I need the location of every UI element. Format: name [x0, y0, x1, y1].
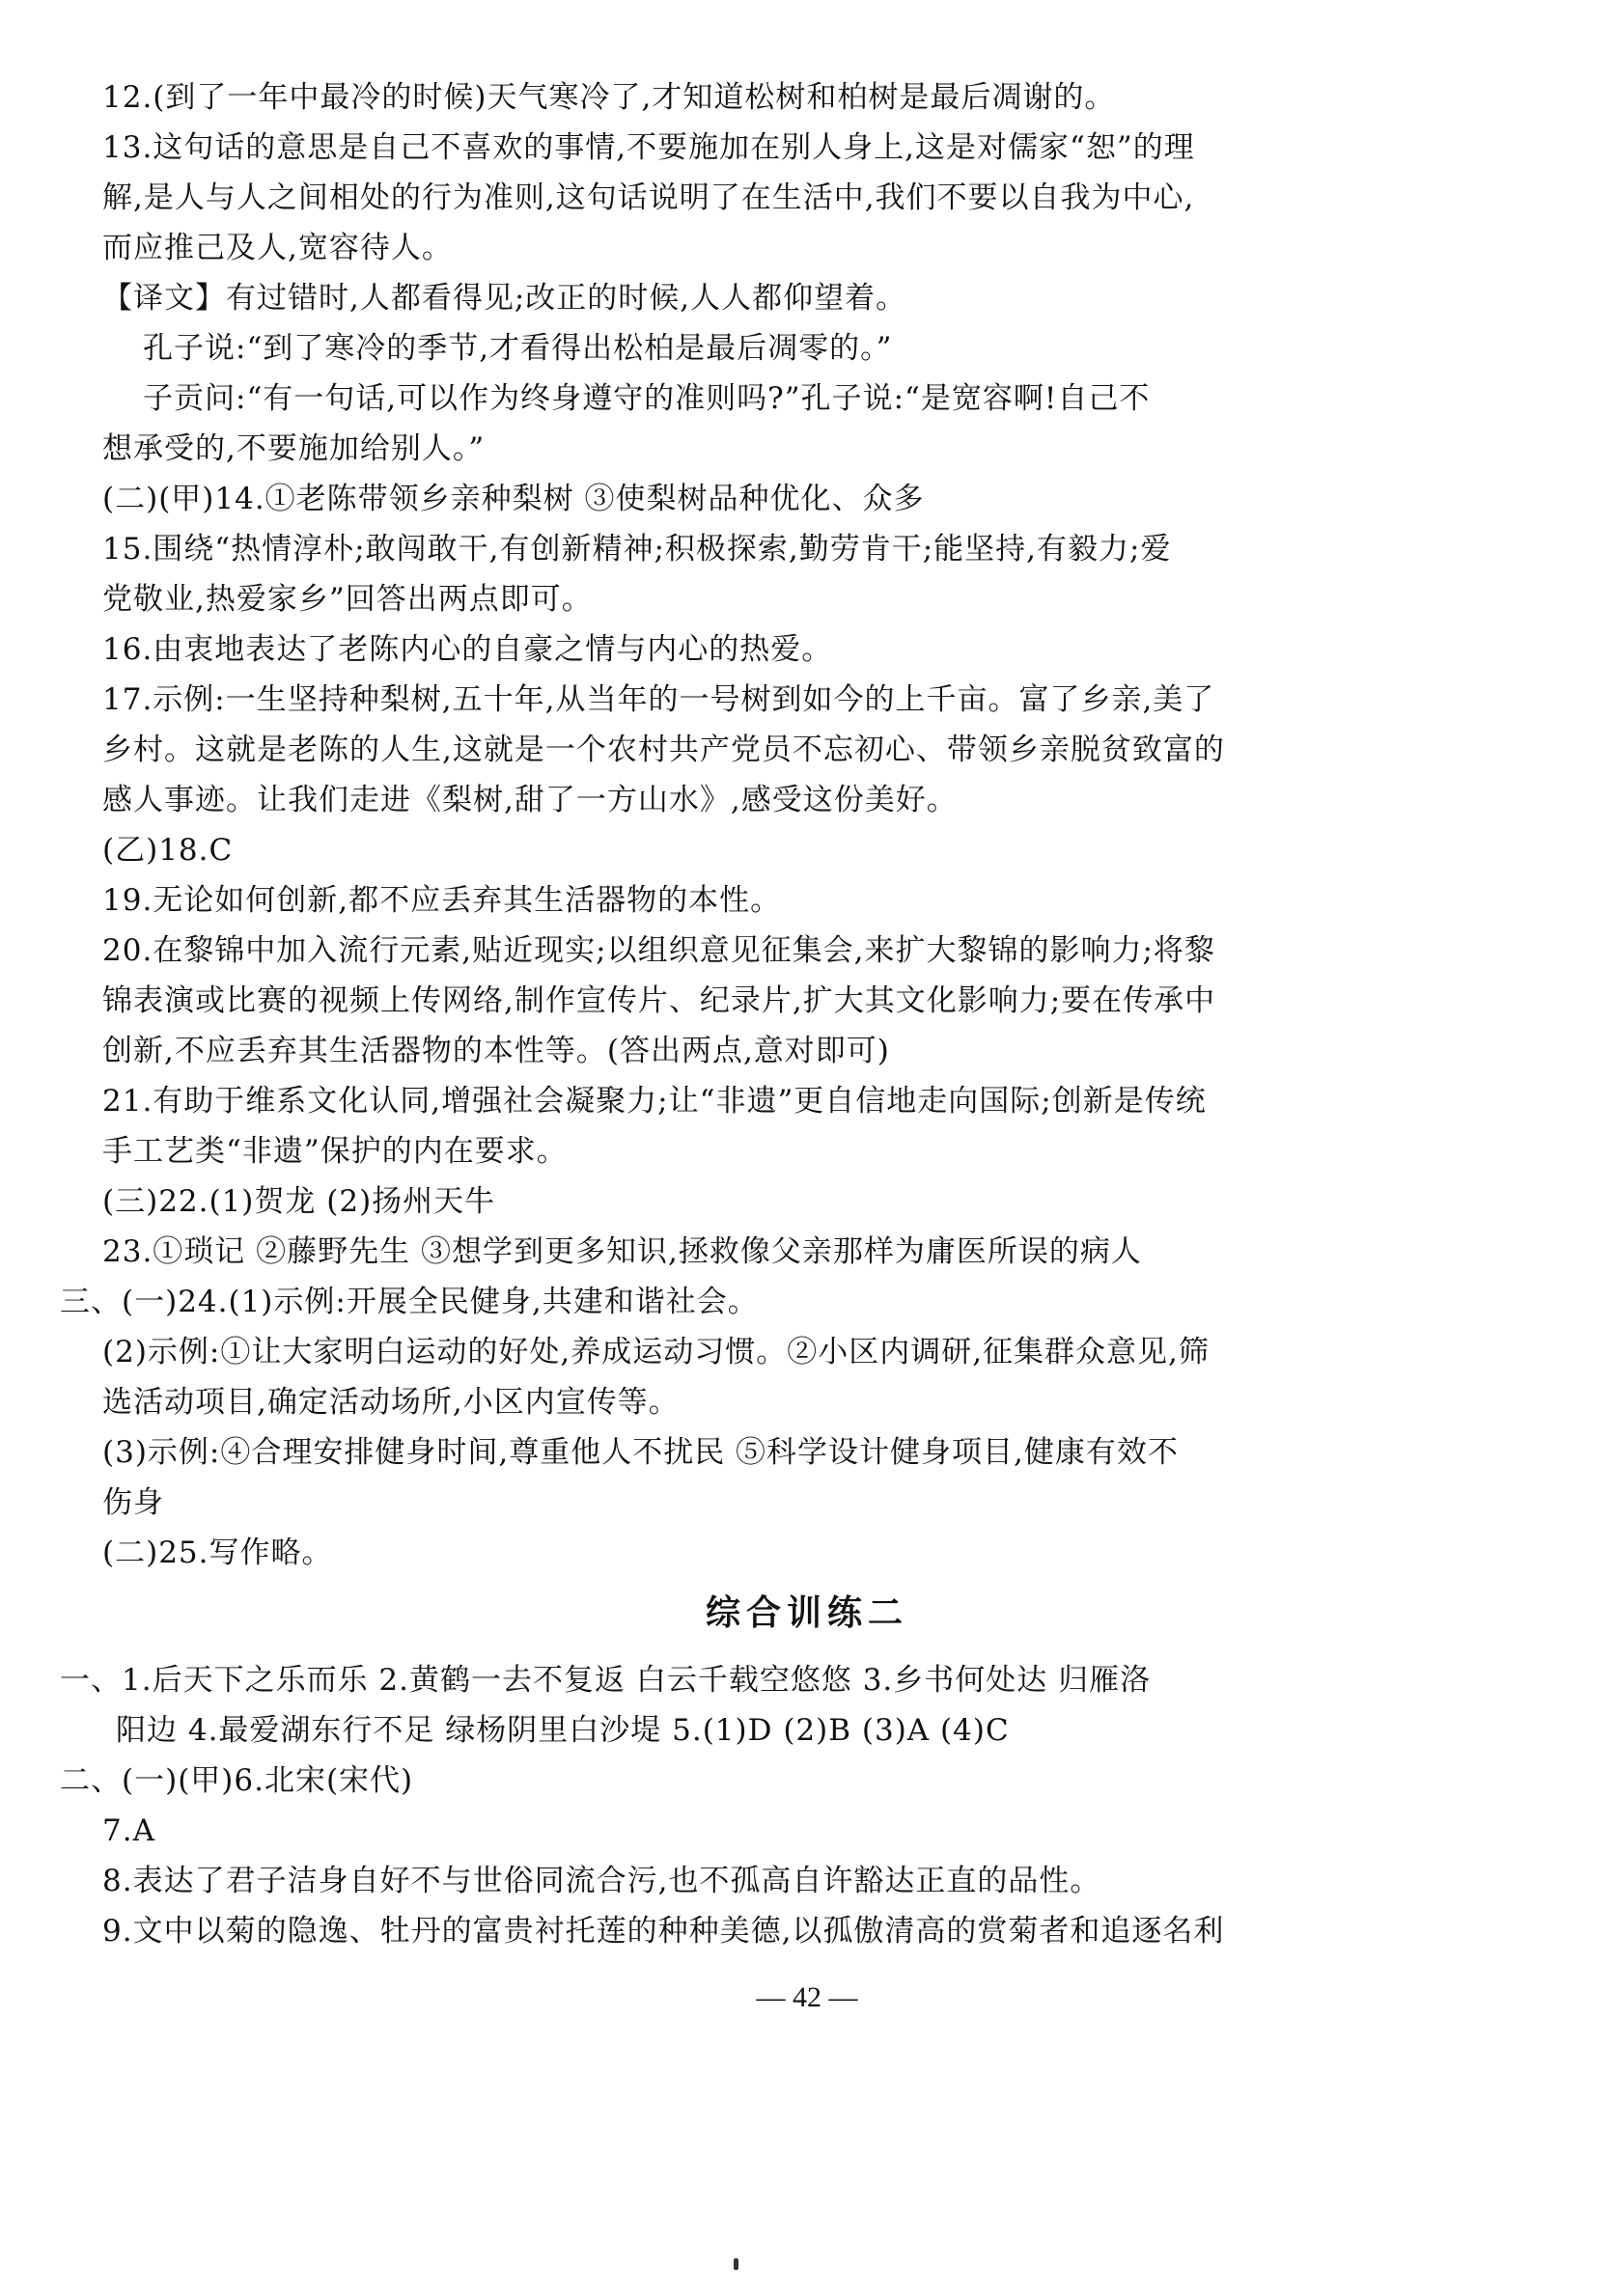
answer-13-line-3: 而应推己及人,宽容待人。 — [102, 231, 453, 265]
section2-answer-8: 8.表达了君子洁身自好不与世俗同流合污,也不孤高自许豁达正直的品性。 — [102, 1864, 1101, 1898]
answer-12: 12.(到了一年中最冷的时候)天气寒冷了,才知道松树和柏树是最后凋谢的。 — [102, 80, 1116, 115]
answer-18: (乙)18.C — [102, 833, 234, 868]
answer-21-line-1: 21.有助于维系文化认同,增强社会凝聚力;让“非遗”更自信地走向国际;创新是传统 — [102, 1084, 1207, 1119]
page-number: — 42 — — [756, 1981, 858, 2013]
answer-23: 23.①琐记 ②藤野先生 ③想学到更多知识,拯救像父亲那样为庸医所误的病人 — [102, 1234, 1142, 1269]
answer-22: (三)22.(1)贺龙 (2)扬州天牛 — [102, 1184, 496, 1219]
answer-14: (二)(甲)14.①老陈带领乡亲种梨树 ③使梨树品种优化、众多 — [102, 482, 925, 516]
answer-24-3-line-1: (3)示例:④合理安排健身时间,尊重他人不扰民 ⑤科学设计健身项目,健康有效不 — [102, 1435, 1179, 1470]
answer-15-line-1: 15.围绕“热情淳朴;敢闯敢干,有创新精神;积极探索,勤劳肯干;能坚持,有毅力;爱 — [102, 532, 1172, 567]
section2-answer-1-line-1: 一、1.后天下之乐而乐 2.黄鹤一去不复返 白云千载空悠悠 3.乡书何处达 归雁洛 — [60, 1663, 1152, 1698]
answer-13-line-1: 13.这句话的意思是自己不喜欢的事情,不要施加在别人身上,这是对儒家“恕”的理 — [102, 130, 1195, 165]
answer-24-2-line-2: 选活动项目,确定活动场所,小区内宣传等。 — [102, 1385, 680, 1420]
answer-13-line-2: 解,是人与人之间相处的行为准则,这句话说明了在生活中,我们不要以自我为中心, — [102, 180, 1195, 215]
translation-line-2: 孔子说:“到了寒冷的季节,才看得出松柏是最后凋零的。” — [143, 331, 893, 366]
section2-answer-7: 7.A — [102, 1813, 155, 1848]
answer-24-2-line-1: (2)示例:①让大家明白运动的好处,养成运动习惯。②小区内调研,征集群众意见,筛 — [102, 1335, 1210, 1369]
section-title: 综合训练二 — [705, 1593, 908, 1633]
answer-21-line-2: 手工艺类“非遗”保护的内在要求。 — [102, 1134, 568, 1169]
answer-20-line-1: 20.在黎锦中加入流行元素,贴近现实;以组织意见征集会,来扩大黎锦的影响力;将黎 — [102, 933, 1215, 968]
answer-15-line-2: 党敬业,热爱家乡”回答出两点即可。 — [102, 582, 593, 617]
answer-24-3-line-2: 伤身 — [102, 1485, 164, 1520]
section2-answer-9: 9.文中以菊的隐逸、牡丹的富贵衬托莲的种种美德,以孤傲清高的赏菊者和追逐名利 — [102, 1914, 1225, 1949]
answer-17-line-3: 感人事迹。让我们走进《梨树,甜了一方山水》,感受这份美好。 — [102, 783, 958, 817]
answer-17-line-1: 17.示例:一生坚持种梨树,五十年,从当年的一号树到如今的上千亩。富了乡亲,美了 — [102, 682, 1215, 717]
section2-answer-1-line-2: 阳边 4.最爱湖东行不足 绿杨阴里白沙堤 5.(1)D (2)B (3)A (4)C — [116, 1713, 1010, 1748]
answer-25: (二)25.写作略。 — [102, 1535, 333, 1570]
scan-speck — [734, 2258, 738, 2270]
answer-17-line-2: 乡村。这就是老陈的人生,这就是一个农村共产党员不忘初心、带领乡亲脱贫致富的 — [102, 733, 1225, 767]
translation-line-3: 子贡问:“有一句话,可以作为终身遵守的准则吗?”孔子说:“是宽容啊!自己不 — [143, 381, 1151, 416]
answer-20-line-2: 锦表演或比赛的视频上传网络,制作宣传片、纪录片,扩大其文化影响力;要在传承中 — [102, 983, 1216, 1018]
answer-19: 19.无论如何创新,都不应丢弃其生活器物的本性。 — [102, 883, 782, 918]
translation-label: 【译文】有过错时,人都看得见;改正的时候,人人都仰望着。 — [102, 281, 907, 316]
answer-16: 16.由衷地表达了老陈内心的自豪之情与内心的热爱。 — [102, 632, 833, 667]
answer-24-1: 三、(一)24.(1)示例:开展全民健身,共建和谐社会。 — [60, 1285, 759, 1319]
translation-line-4: 想承受的,不要施加给别人。” — [102, 431, 486, 466]
answer-20-line-3: 创新,不应丢弃其生活器物的本性等。(答出两点,意对即可) — [102, 1034, 890, 1068]
section2-answer-6: 二、(一)(甲)6.北宋(宋代) — [60, 1763, 414, 1798]
